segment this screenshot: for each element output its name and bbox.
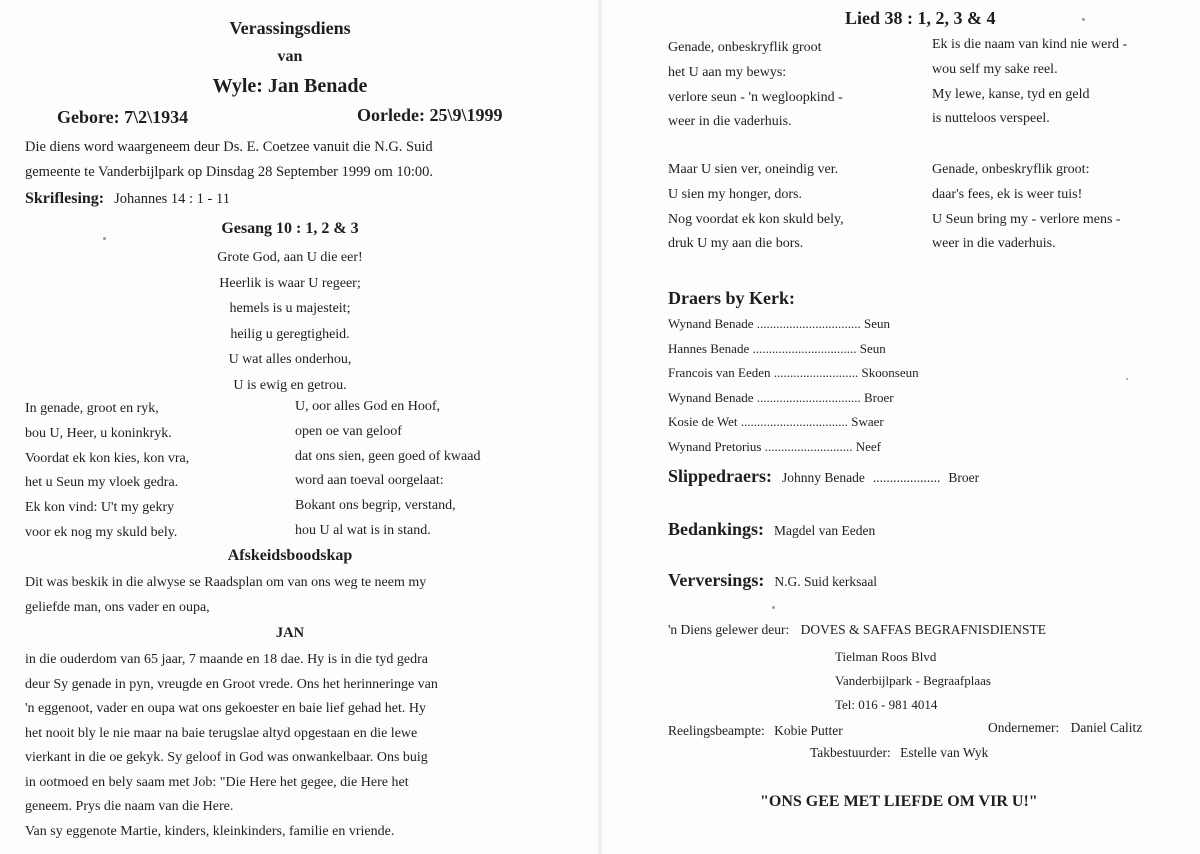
lied-line: Nog voordat ek kon skuld bely, — [668, 211, 844, 227]
bearer-row — [668, 410, 919, 435]
bearer-relation: Seun — [864, 316, 890, 331]
address-line: Tielman Roos Blvd — [835, 649, 937, 664]
lied-stanza-1 — [668, 36, 843, 135]
slip-bearers — [668, 466, 979, 487]
reading — [25, 190, 230, 208]
bearers-list — [668, 312, 919, 460]
service-by-value: DOVES & SAFFAS BEGRAFNISDIENSTE — [800, 622, 1047, 637]
van-label: van — [277, 48, 303, 65]
slip-dots: .................... — [872, 470, 941, 485]
farewell-line: vierkant in die oe gekyk. Sy geloof in God was onwankelbaar. Ons buig — [25, 750, 428, 765]
hymn-line: open oe van geloof — [295, 423, 402, 439]
officer-label: Reelingsbeampte: — [668, 723, 765, 738]
lied-line: My lewe, kanse, tyd en geld — [932, 86, 1090, 102]
born-date: Gebore: 7\2\1934 — [57, 107, 189, 127]
bearer-dots: ................................. — [740, 414, 848, 430]
undertaker-value: Daniel Calitz — [1070, 720, 1143, 735]
farewell-line: in die ouderdom van 65 jaar, 7 maande en 18 dae. Hy is in die tyd gedra — [25, 652, 428, 667]
undertaker — [988, 720, 1142, 736]
intro-text — [25, 135, 433, 185]
farewell-intro — [25, 571, 426, 620]
bearer-dots: ................................ — [756, 316, 861, 331]
lied-stanza-2 — [932, 33, 1127, 132]
address-line: Tel: 016 - 981 4014 — [835, 697, 938, 712]
hymn-line: Ek kon vind: U't my gekry — [25, 500, 175, 516]
died-date: Oorlede: 25\9\1999 — [357, 105, 503, 125]
bearer-dots: ........................... — [764, 438, 853, 454]
lied-title: Lied 38 : 1, 2, 3 & 4 — [845, 8, 996, 28]
slip-name: Johnny Benade — [782, 470, 865, 485]
reading-label: Skriflesing: — [25, 190, 105, 207]
lied-stanza-4 — [932, 158, 1121, 257]
service-by — [668, 622, 1046, 638]
bearer-dots: ................................ — [752, 340, 857, 356]
address-line: Vanderbijlpark - Begraafplaas — [835, 673, 991, 688]
lied-line: weer in die vaderhuis. — [932, 236, 1056, 252]
hymn-line: Voordat ek kon kies, kon vra, — [25, 450, 190, 466]
farewell-line: geliefde man, ons vader en oupa, — [25, 599, 210, 615]
lied-line: Genade, onbeskryflik groot — [668, 40, 822, 55]
farewell-body — [25, 648, 438, 844]
officer-value: Kobie Putter — [774, 723, 843, 738]
bearer-name: Wynand Benade — [668, 389, 754, 405]
lied-line: U Seun bring my - verlore mens - — [932, 211, 1121, 227]
closing-message: "ONS GEE MET LIEFDE OM VIR U!" — [760, 793, 1038, 810]
farewell-line: Van sy eggenote Martie, kinders, kleinkinders, familie en vriende. — [25, 823, 395, 839]
bearer-relation: Broer — [864, 389, 894, 405]
farewell-name: JAN — [275, 625, 305, 641]
lied-line: druk U my aan die bors. — [668, 236, 804, 252]
thanks — [668, 519, 875, 540]
bearer-name: Francois van Eeden — [668, 365, 771, 381]
lied-line: Maar U sien ver, oneindig ver. — [668, 162, 839, 177]
bearer-name: Wynand Benade — [668, 316, 754, 331]
branch-label: Takbestuurder: — [810, 745, 891, 760]
hymn-line: dat ons sien, geen goed of kwaad — [295, 448, 481, 464]
branch-value: Estelle van Wyk — [900, 745, 989, 760]
paper-speck — [772, 606, 775, 609]
bearer-relation: Skoonseun — [861, 365, 919, 381]
hymn-line: word aan toeval oorgelaat: — [295, 473, 444, 489]
hymn-line: voor ek nog my skuld bely. — [25, 524, 178, 540]
officer — [668, 723, 843, 739]
lied-line: verlore seun - 'n wegloopkind - — [668, 89, 843, 105]
hymn-line: bou U, Heer, u koninkryk. — [25, 425, 172, 441]
lied-line: daar's fees, ek is weer tuis! — [932, 186, 1083, 202]
paper-speck — [1126, 378, 1128, 380]
service-by-label: 'n Diens gelewer deur: — [668, 622, 790, 637]
bearer-relation: Seun — [859, 340, 886, 356]
lied-line: het U aan my bewys: — [668, 64, 787, 80]
paper-speck — [1082, 18, 1085, 21]
hymn-line: Bokant ons begrip, verstand, — [295, 498, 456, 514]
lied-stanza-3 — [668, 158, 844, 257]
farewell-line: in ootmoed en bely saam met Job: "Die Here het gegee, die Here het — [25, 774, 409, 790]
hymn-verse-3 — [295, 395, 480, 544]
hymn-line: In genade, groot en ryk, — [25, 401, 159, 416]
hymn-line: Grote God, aan U die eer! — [217, 250, 363, 265]
slip-relation: Broer — [948, 470, 980, 485]
farewell-line: deur Sy genade in pyn, vreugde en Groot vrede. Ons het herinneringe van — [25, 676, 438, 692]
bearer-name: Kosie de Wet — [668, 414, 738, 430]
refresh-label: Verversings: — [668, 570, 765, 590]
lied-line: Ek is die naam van kind nie werd - — [932, 37, 1128, 52]
thanks-label: Bedankings: — [668, 519, 765, 539]
bearer-row — [668, 386, 919, 411]
funeral-address — [835, 645, 991, 717]
refresh-value: N.G. Suid kerksaal — [774, 574, 878, 589]
hymn-line: U is ewig en getrou. — [233, 377, 347, 393]
hymn-line: heilig u geregtigheid. — [230, 326, 350, 342]
bearer-relation: Neef — [855, 438, 881, 454]
bearers-title: Draers by Kerk: — [668, 288, 795, 308]
lied-line: wou self my sake reel. — [932, 61, 1058, 77]
bearer-row — [668, 337, 919, 362]
gesang-title: Gesang 10 : 1, 2 & 3 — [221, 220, 359, 237]
hymn-line: hemels is u majesteit; — [229, 301, 351, 316]
paper-speck — [103, 237, 106, 240]
farewell-line: het nooit bly le nie maar na baie terugslae altyd opgestaan en die lewe — [25, 725, 418, 741]
hymn-line: Heerlik is waar U regeer; — [219, 275, 361, 291]
bearer-relation: Swaer — [851, 414, 884, 430]
farewell-line: Dit was beskik in die alwyse se Raadsplan om van ons weg te neem my — [25, 575, 427, 590]
thanks-value: Magdel van Eeden — [774, 523, 876, 538]
farewell-line: 'n eggenoot, vader en oupa wat ons gekoester en baie lief gehad het. Hy — [25, 701, 426, 716]
bearer-row — [668, 435, 919, 460]
lied-line: weer in die vaderhuis. — [668, 114, 792, 130]
lied-line: U sien my honger, dors. — [668, 186, 802, 202]
farewell-title: Afskeidsboodskap — [227, 547, 353, 564]
undertaker-label: Ondernemer: — [988, 720, 1060, 735]
intro-line: Die diens word waargeneem deur Ds. E. Coetzee vanuit die N.G. Suid — [25, 139, 433, 155]
hymn-verse-1 — [0, 245, 580, 398]
lied-line: is nutteloos verspeel. — [932, 111, 1050, 127]
bearer-row — [668, 361, 919, 386]
hymn-line: het u Seun my vloek gedra. — [25, 475, 179, 491]
refreshments — [668, 570, 877, 591]
bearer-row — [668, 312, 919, 337]
bearer-dots: .......................... — [773, 365, 859, 381]
hymn-line: hou U al wat is in stand. — [295, 522, 431, 538]
branch-manager — [810, 745, 988, 761]
hymn-verse-2 — [25, 397, 189, 546]
service-title: Verassingsdiens — [229, 18, 351, 38]
bearer-name: Hannes Benade — [668, 340, 750, 356]
hymn-line: U, oor alles God en Hoof, — [295, 399, 441, 414]
lied-line: Genade, onbeskryflik groot: — [932, 162, 1090, 177]
slip-label: Slippedraers: — [668, 466, 773, 486]
bearer-dots: ................................ — [756, 389, 861, 405]
deceased-name: Wyle: Jan Benade — [212, 75, 368, 97]
farewell-line: geneem. Prys die naam van die Here. — [25, 799, 234, 814]
reading-value: Johannes 14 : 1 - 11 — [114, 191, 230, 207]
hymn-line: U wat alles onderhou, — [228, 352, 352, 367]
intro-line: gemeente te Vanderbijlpark op Dinsdag 28 September 1999 om 10:00. — [25, 164, 434, 180]
bearer-name: Wynand Pretorius — [668, 438, 762, 454]
